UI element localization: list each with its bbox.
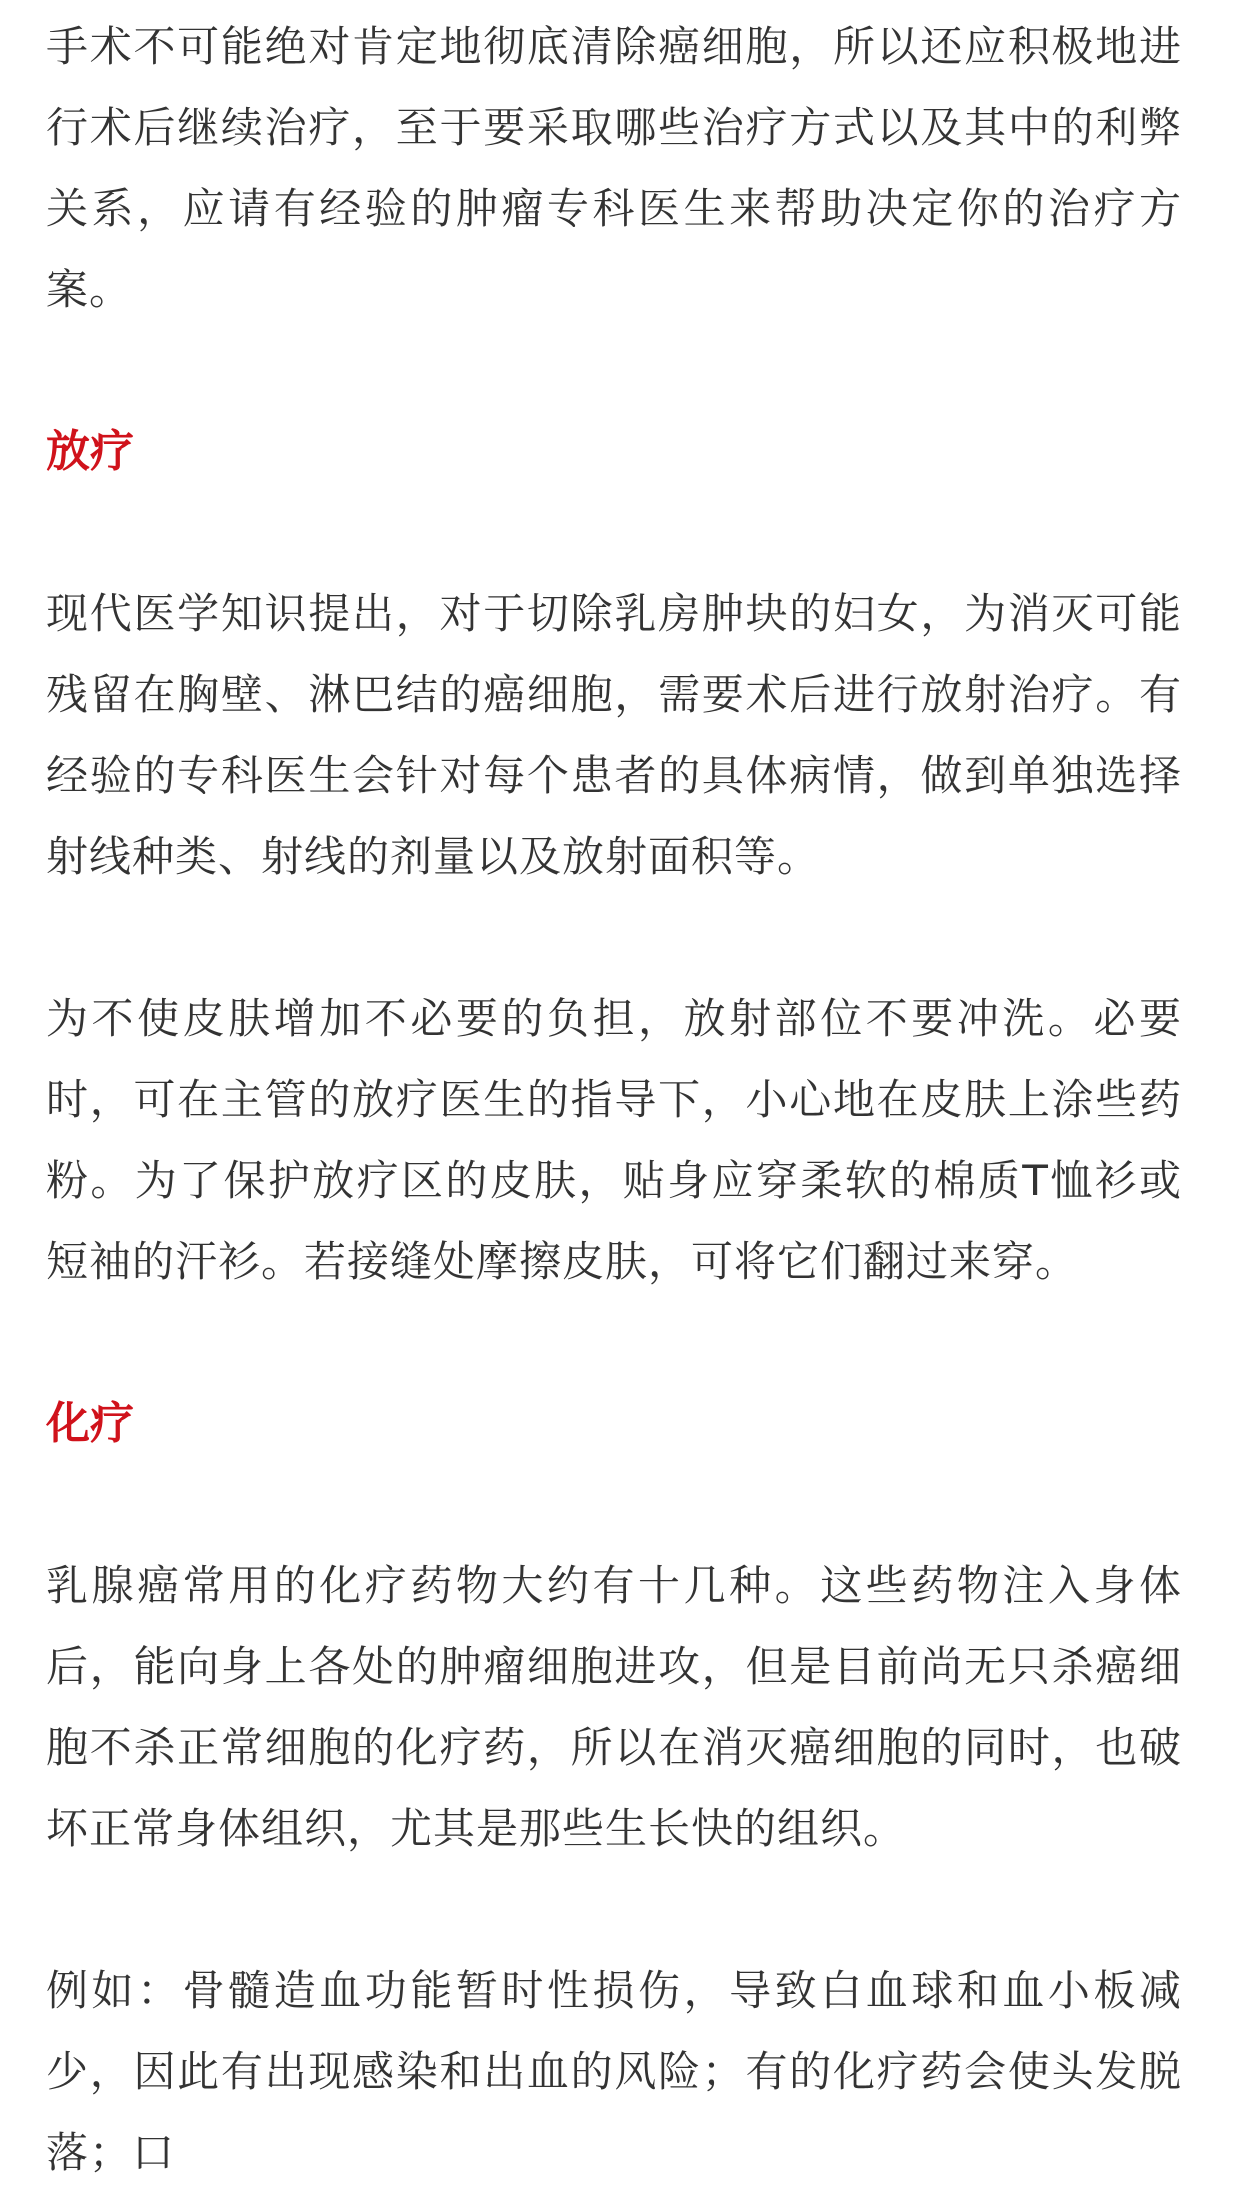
- radiotherapy-paragraph-2: 为不使皮肤增加不必要的负担，放射部位不要冲洗。必要时，可在主管的放疗医生的指导下，小心地在皮肤上涂些药粉。为了保护放疗区的皮肤，贴身应穿柔软的棉质T恤衫或短袖的汗衫。若接缝处摩擦皮肤，可将它们翻过来穿。: [46, 994, 1182, 1286]
- chemotherapy-heading: 化疗: [46, 1398, 134, 1449]
- spacer: [46, 330, 1182, 411]
- spacer: [46, 897, 1182, 978]
- intro-paragraph: 手术不可能绝对肯定地彻底清除癌细胞，所以还应积极地进行术后继续治疗，至于要采取哪些治疗方式以及其中的利弊关系，应请有经验的肿瘤专科医生来帮助决定你的治疗方案。: [46, 22, 1182, 314]
- chemotherapy-paragraph-1: 乳腺癌常用的化疗药物大约有十几种。这些药物注入身体后，能向身上各处的肿瘤细胞进攻，但是目前尚无只杀癌细胞不杀正常细胞的化疗药，所以在消灭癌细胞的同时，也破坏正常身体组织，尤其是那些生长快的组织。: [46, 1561, 1182, 1853]
- spacer: [46, 1302, 1182, 1383]
- radiotherapy-heading: 放疗: [46, 426, 134, 477]
- spacer: [46, 1464, 1182, 1545]
- spacer: [46, 492, 1182, 573]
- spacer: [46, 1869, 1182, 1950]
- chemotherapy-paragraph-2: 例如：骨髓造血功能暂时性损伤，导致白血球和血小板减少，因此有出现感染和出血的风险；有的化疗药会使头发脱落；口: [46, 1966, 1182, 2177]
- radiotherapy-paragraph-1: 现代医学知识提出，对于切除乳房肿块的妇女，为消灭可能残留在胸壁、淋巴结的癌细胞，需要术后进行放射治疗。有经验的专科医生会针对每个患者的具体病情，做到单独选择射线种类、射线的剂量以及放射面积等。: [46, 589, 1182, 881]
